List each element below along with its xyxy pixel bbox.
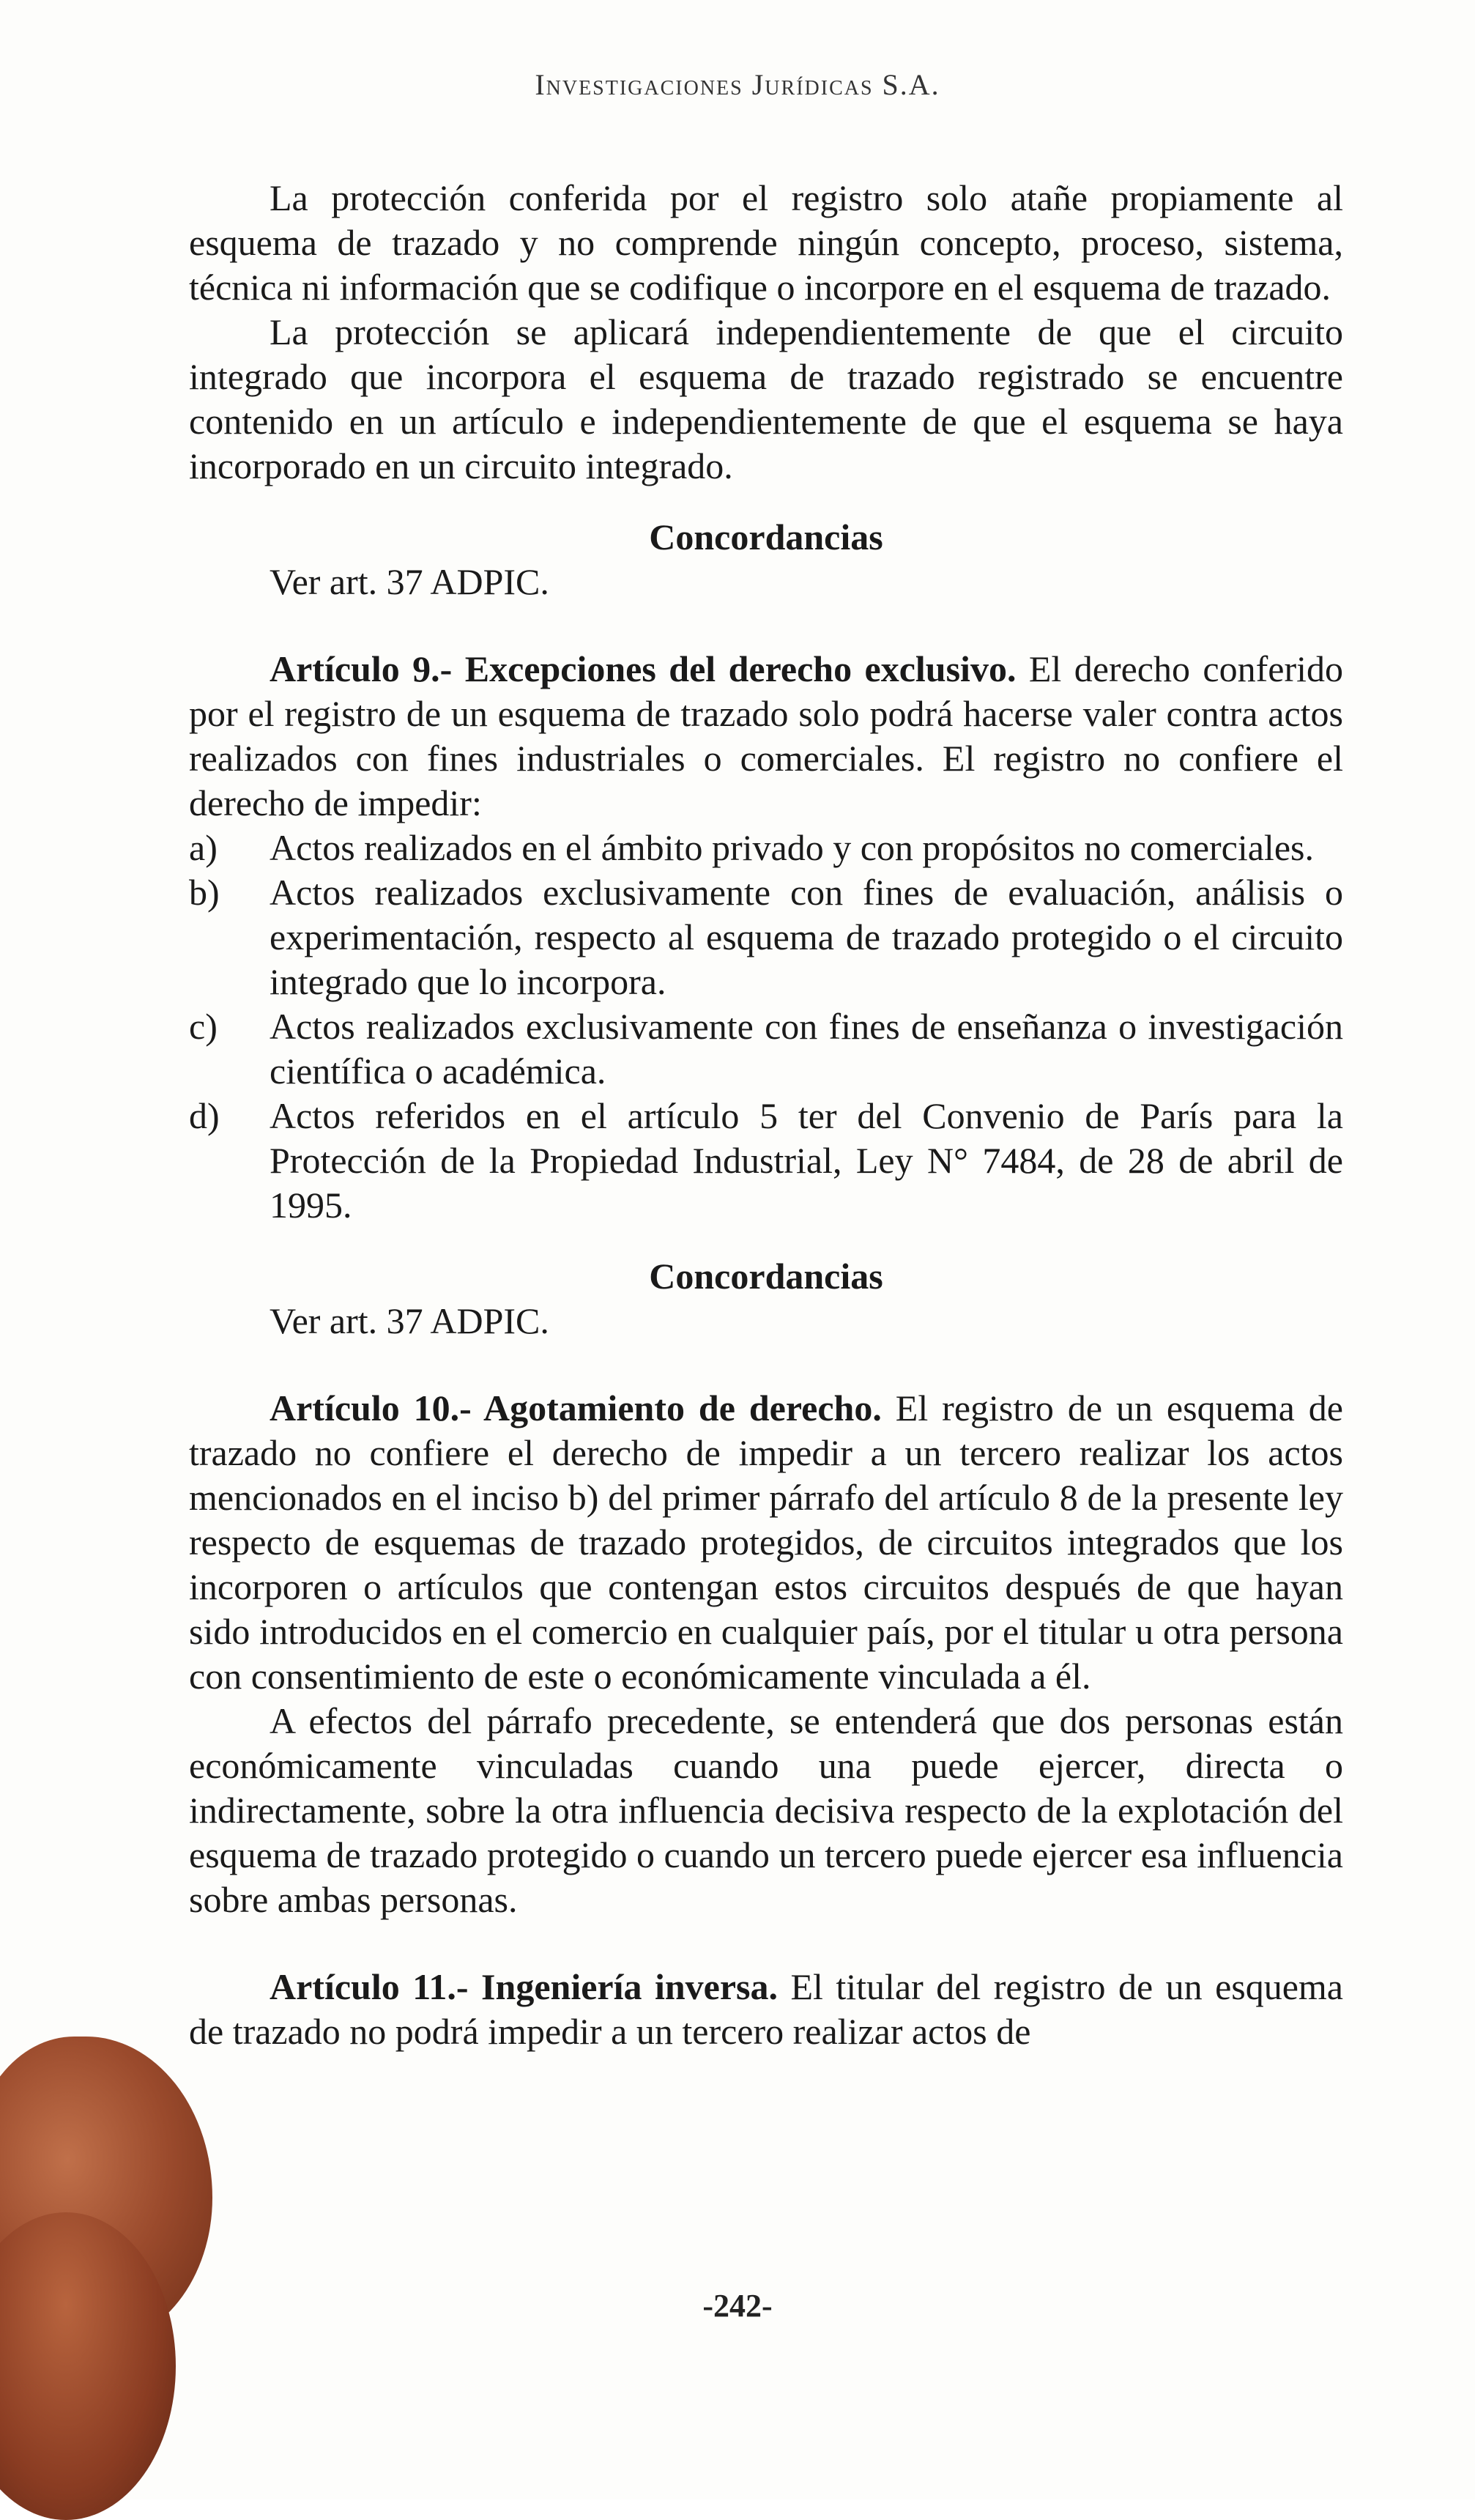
paragraph: La protección conferida por el registro solo atañe propiamente al esquema de trazado y no comprende ningún concepto, proceso, sistema, técnica ni información que se codifique o incorpore en el esquema de trazado.: [189, 177, 1343, 308]
list-item-text: Actos realizados exclusivamente con fines de enseñanza o investigación científica o académica.: [270, 1006, 1343, 1092]
running-head: Investigaciones Jurídicas S.A.: [535, 68, 940, 101]
list-marker: b): [189, 872, 220, 913]
list-marker: d): [189, 1095, 220, 1136]
exceptions-list: [189, 826, 1343, 1228]
page-body: [189, 176, 1343, 2054]
section-heading-concordancias: Concordancias: [649, 1256, 883, 1297]
article-10: [189, 1386, 1343, 1699]
cross-reference: Ver art. 37 ADPIC.: [270, 561, 549, 602]
list-item: [189, 1094, 1343, 1228]
list-item: [189, 1004, 1343, 1094]
list-item: [189, 870, 1343, 1004]
list-item-text: Actos realizados exclusivamente con fines de evaluación, análisis o experimentación, respecto al esquema de trazado protegido o el circuito integrado que lo incorpora.: [270, 872, 1343, 1002]
list-item: [189, 826, 1343, 870]
paragraph: La protección se aplicará independientemente de que el circuito integrado que incorpora el esquema de trazado registrado se encuentre contenido en un artículo e independientemente de que el esquema se haya incorporado en un circuito integrado.: [189, 311, 1343, 486]
article-title: Artículo 11.- Ingeniería inversa.: [270, 1966, 778, 2007]
page-number: -242-: [702, 2288, 773, 2324]
article-title: Artículo 9.- Excepciones del derecho exclusivo.: [270, 648, 1017, 689]
list-item-text: Actos referidos en el artículo 5 ter del Convenio de París para la Protección de la Propiedad Industrial, Ley N° 7484, de 28 de abril de 1995.: [270, 1095, 1343, 1226]
article-9: [189, 647, 1343, 826]
section-heading-concordancias: Concordancias: [649, 516, 883, 557]
article-text: El registro de un esquema de trazado no confiere el derecho de impedir a un tercero realizar los actos mencionados en el inciso b) del primer párrafo del artículo 8 de la presente ley respecto de esquemas de trazado protegidos, de circuitos integrados que los incorporen o artículos que contengan estos circuitos después de que hayan sido introducidos en el comercio en cualquier país, por el titular u otra persona con consentimiento de este o económicamente vinculada a él.: [189, 1387, 1343, 1697]
article-11: [189, 1965, 1343, 2054]
list-marker: c): [189, 1006, 218, 1047]
article-text: El derecho conferido por el registro de un esquema de trazado solo podrá hacerse valer contra actos realizados con fines industriales o comerciales. El registro no confiere el derecho de impedir:: [189, 648, 1343, 823]
cross-reference: Ver art. 37 ADPIC.: [270, 1300, 549, 1341]
paragraph: A efectos del párrafo precedente, se entenderá que dos personas están económicamente vinculadas cuando una puede ejercer, directa o indirectamente, sobre la otra influencia decisiva respecto de la explotación del esquema de trazado protegido o cuando un tercero puede ejercer esa influencia sobre ambas personas.: [189, 1700, 1343, 1920]
list-marker: a): [189, 827, 218, 868]
article-title: Artículo 10.- Agotamiento de derecho.: [270, 1387, 882, 1428]
article-text: El titular del registro de un esquema de trazado no podrá impedir a un tercero realizar actos de: [189, 1966, 1343, 2052]
list-item-text: Actos realizados en el ámbito privado y con propósitos no comerciales.: [270, 827, 1314, 868]
